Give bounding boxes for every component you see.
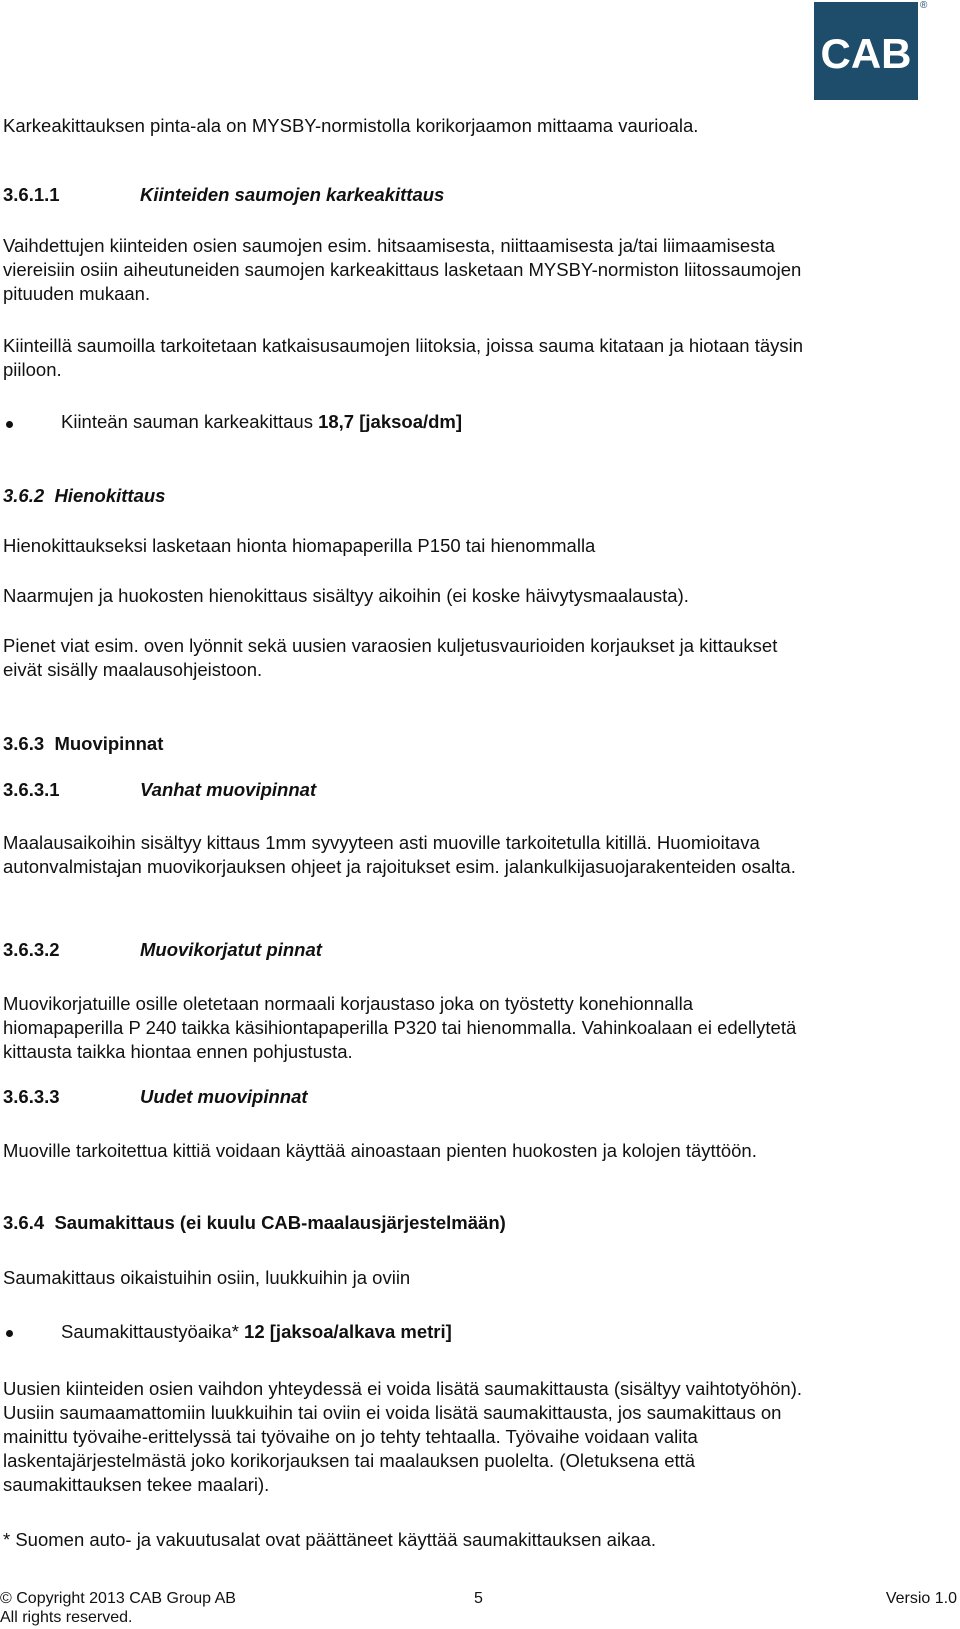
section-number-362: 3.6.2 [3, 485, 45, 506]
bullet-value: 12 [jaksoa/alkava metri] [244, 1321, 452, 1342]
text-line: kittausta taikka hiontaa ennen pohjustusta. [3, 1041, 353, 1062]
section-title-363: Muovipinnat [54, 733, 164, 754]
bullet-item-saumakittaus [61, 1320, 452, 1344]
bullet-icon [6, 1330, 13, 1337]
text-line: Pienet viat esim. oven lyönnit sekä uusien varaosien kuljetusvaurioiden korjaukset ja kittaukset [3, 635, 778, 656]
section-heading-363 [3, 732, 163, 756]
section-title-3633: Uudet muovipinnat [140, 1086, 308, 1107]
paragraph-362-1: Hienokittaukseksi lasketaan hionta hiomapaperilla P150 tai hienommalla [3, 535, 596, 556]
section-title-3631: Vanhat muovipinnat [140, 779, 317, 800]
paragraph-3633-1: Muoville tarkoitettua kittiä voidaan käyttää ainoastaan pienten huokosten ja kolojen täyttöön. [3, 1140, 757, 1161]
text-line: viereisiin osiin aiheutuneiden saumojen karkeakittaus lasketaan MYSBY-normiston liitossaumojen [3, 259, 802, 280]
text-line: Maalausaikoihin sisältyy kittaus 1mm syvyyteen asti muoville tarkoitetulla kitillä. Huomioitava [3, 832, 760, 853]
text-line: Muovikorjatuille osille oletetaan normaali korjaustaso joka on työstetty konehionnalla [3, 993, 694, 1014]
text-line: autonvalmistajan muovikorjauksen ohjeet ja rajoitukset esim. jalankulkijasuojarakenteiden osalta. [3, 856, 796, 877]
section-heading-364 [3, 1211, 506, 1235]
section-title-3611: Kiinteiden saumojen karkeakittaus [140, 184, 445, 205]
footer-rights: All rights reserved. [0, 1609, 133, 1626]
paragraph-3611-2 [3, 334, 938, 382]
bullet-item-karkeakittaus [61, 410, 462, 434]
bullet-value: 18,7 [jaksoa/dm] [318, 411, 463, 432]
text-line: Vaihdettujen kiinteiden osien saumojen esim. hitsaamisesta, niittaamisesta ja/tai liimaamisesta [3, 235, 775, 256]
text-line: mainittu työvaihe-erittelyssä tai työvaihe on jo tehty tehtaalla. Työvaihe voidaan valita [3, 1426, 698, 1447]
text-line: eivät sisälly maalausohjeistoon. [3, 659, 263, 680]
paragraph-364-1: Saumakittaus oikaistuihin osiin, luukkuihin ja oviin [3, 1267, 411, 1288]
cab-logo [814, 2, 918, 100]
paragraph-3611-1 [3, 234, 938, 306]
paragraph-3631-1 [3, 831, 938, 879]
logo-text: CAB [820, 30, 912, 77]
text-line: saumakittauksen tekee maalari). [3, 1474, 270, 1495]
cab-logo-mark [814, 2, 918, 100]
footnote: * Suomen auto- ja vakuutusalat ovat päättäneet käyttää saumakittauksen aikaa. [3, 1529, 657, 1550]
footer-page-number: 5 [474, 1590, 483, 1607]
paragraph-362-2: Naarmujen ja huokosten hienokittaus sisältyy aikoihin (ei koske häivytysmaalausta). [3, 585, 689, 606]
registered-mark: ® [920, 0, 928, 11]
footer-version: Versio 1.0 [885, 1590, 957, 1607]
section-title-364: Saumakittaus (ei kuulu CAB-maalausjärjestelmään) [54, 1212, 506, 1233]
section-number-3611: 3.6.1.1 [3, 184, 60, 205]
intro-paragraph: Karkeakittauksen pinta-ala on MYSBY-normistolla korikorjaamon mittaama vaurioala. [3, 115, 699, 136]
section-heading-362 [3, 484, 165, 508]
section-number-364: 3.6.4 [3, 1212, 45, 1233]
paragraph-362-3 [3, 634, 938, 682]
text-line: laskentajärjestelmästä joko korikorjauksen tai maalauksen puolelta. (Oletuksena että [3, 1450, 696, 1471]
section-title-362: Hienokittaus [54, 485, 166, 506]
paragraph-3632-1 [3, 992, 938, 1064]
section-number-363: 3.6.3 [3, 733, 45, 754]
bullet-label: Saumakittaustyöaika* [61, 1321, 245, 1342]
bullet-icon [6, 421, 13, 428]
text-line: Uusiin saumaamattomiin luukkuihin tai oviin ei voida lisätä saumakittausta, jos saumakittaus on [3, 1402, 782, 1423]
section-number-3632: 3.6.3.2 [3, 939, 60, 960]
text-line: hiomapaperilla P 240 taikka käsihiontapaperilla P320 tai hienommalla. Vahinkoalaan ei edellytetä [3, 1017, 797, 1038]
text-line: Uusien kiinteiden osien vaihdon yhteydessä ei voida lisätä saumakittausta (sisältyy vaihtotyöhön). [3, 1378, 803, 1399]
section-number-3631: 3.6.3.1 [3, 779, 60, 800]
bullet-label: Kiinteän sauman karkeakittaus [61, 411, 319, 432]
footer-copyright: © Copyright 2013 CAB Group AB [0, 1590, 236, 1607]
text-line: piiloon. [3, 359, 62, 380]
section-number-3633: 3.6.3.3 [3, 1086, 60, 1107]
text-line: Kiinteillä saumoilla tarkoitetaan katkaisusaumojen liitoksia, joissa sauma kitataan ja hiotaan täysin [3, 335, 804, 356]
text-line: pituuden mukaan. [3, 283, 151, 304]
paragraph-364-2 [3, 1377, 938, 1497]
section-title-3632: Muovikorjatut pinnat [140, 939, 322, 960]
